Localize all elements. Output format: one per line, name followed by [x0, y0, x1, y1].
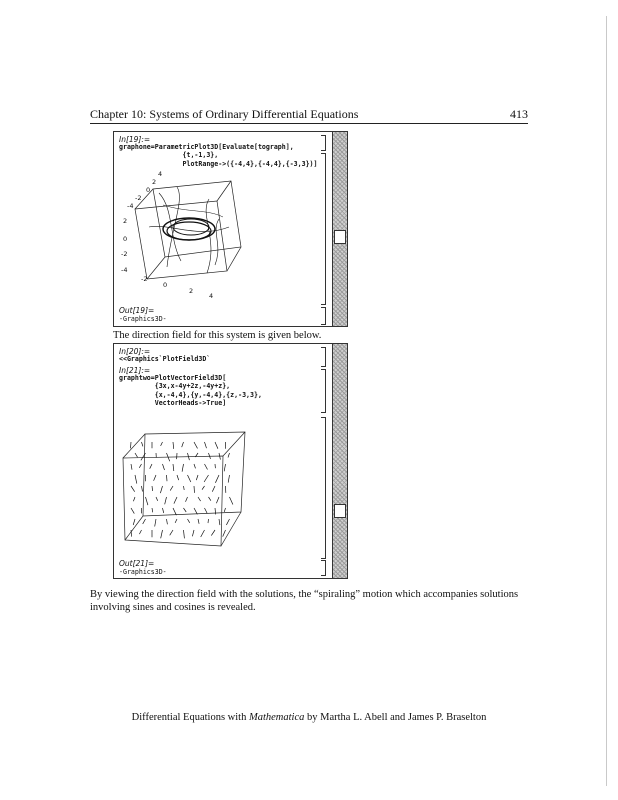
body-paragraph: By viewing the direction field with the solutions, the “spiraling” motion which accompanies solutions involving sines and cosines is revealed.	[90, 589, 519, 613]
cell-bracket[interactable]	[321, 135, 326, 151]
vector-arrow	[161, 442, 163, 446]
tick-label: -4	[121, 266, 128, 274]
vector-arrow	[152, 508, 153, 512]
vector-arrow	[208, 519, 209, 523]
vector-arrow	[188, 519, 190, 523]
vector-arrow	[224, 464, 225, 471]
tick-label: 0	[146, 186, 151, 194]
vector-arrow	[226, 519, 229, 525]
vector-arrow	[131, 464, 132, 470]
vector-arrow	[177, 475, 179, 480]
tick-label: 4	[158, 170, 163, 178]
page-number: 413	[510, 107, 528, 121]
vector-arrow	[165, 497, 167, 504]
vector-arrow	[219, 519, 220, 525]
vector-arrow	[194, 508, 197, 514]
vector-arrow	[167, 475, 168, 481]
vector-arrow	[167, 519, 168, 524]
tick-label: 4	[209, 292, 214, 299]
code-line: graphtwo=PlotVectorField3D[	[119, 374, 227, 382]
vector-arrow	[215, 508, 216, 514]
vector-arrow	[143, 519, 146, 524]
vector-arrow	[205, 464, 208, 470]
vector-arrow	[133, 519, 135, 525]
tick-label: -4	[127, 202, 134, 210]
vector-arrow	[196, 475, 198, 480]
box-back-face	[143, 432, 245, 516]
code-line: VectorHeads->True]	[119, 399, 227, 408]
box-front-face	[123, 456, 223, 546]
vector-arrow	[142, 442, 143, 446]
vector-arrow	[155, 519, 156, 527]
vector-arrow	[194, 464, 196, 468]
code-line: {x,-4,4},{y,-4,4},{z,-3,3},	[119, 390, 262, 399]
page-edge-line	[606, 16, 607, 786]
header-rule	[90, 123, 528, 124]
vector-arrow	[131, 442, 132, 448]
vector-arrow	[150, 464, 152, 469]
tick-label: -2	[121, 250, 128, 258]
vector-arrow	[224, 508, 225, 512]
vector-arrow	[170, 530, 173, 535]
vector-arrow	[146, 497, 148, 505]
vector-arrow	[186, 497, 188, 502]
notebook-window-1	[113, 131, 348, 327]
footer-suffix: by Martha L. Abell and James P. Braselton	[304, 712, 487, 723]
vector-arrow	[173, 508, 176, 515]
vector-arrow	[135, 453, 138, 457]
input-label: In[20]:=	[119, 347, 151, 356]
vector-arrow	[192, 530, 194, 536]
parametric-plot-3d	[119, 169, 269, 299]
vector-arrow	[202, 486, 205, 490]
tick-label: 2	[189, 287, 194, 295]
code-line: graphone=ParametricPlot3D[Evaluate[tograph],	[119, 143, 294, 151]
chapter-title: Chapter 10: Systems of Ordinary Differential Equations	[90, 107, 359, 121]
notebook-window-2	[113, 343, 348, 579]
cell-bracket[interactable]	[321, 347, 326, 367]
tick-label: -2	[135, 194, 142, 202]
vector-arrow	[205, 508, 208, 513]
vector-arrow	[223, 530, 226, 537]
cell-bracket[interactable]	[321, 307, 326, 325]
vector-arrow	[173, 442, 174, 449]
tick-label: 0	[123, 235, 128, 243]
tick-label: 0	[163, 281, 168, 289]
vector-arrow	[154, 475, 156, 481]
vector-arrow	[141, 453, 146, 460]
input-label: In[21]:=	[119, 366, 151, 375]
vector-arrow	[131, 486, 135, 492]
vector-arrow	[182, 442, 184, 447]
vector-arrow	[184, 530, 185, 538]
vector-arrow	[170, 486, 173, 491]
vector-arrow	[152, 486, 153, 491]
vector-arrow	[215, 475, 219, 483]
tick-label: 2	[123, 217, 128, 225]
output-label: Out[21]=	[119, 559, 155, 568]
input-code[interactable]	[119, 374, 262, 408]
cell-bracket[interactable]	[321, 560, 326, 576]
output-value: -Graphics3D-	[119, 315, 167, 323]
vector-arrow	[209, 497, 211, 501]
scrollbar-thumb[interactable]	[334, 504, 346, 518]
vector-arrow	[163, 508, 164, 513]
vector-arrow	[133, 497, 135, 501]
vector-arrow	[184, 508, 187, 512]
tick-label: 2	[152, 178, 157, 186]
vector-arrow	[131, 508, 134, 514]
vector-arrow	[205, 442, 207, 448]
caption-text: The direction field for this system is given below.	[113, 330, 322, 341]
input-label: In[19]:=	[119, 135, 151, 144]
vector-arrow	[198, 519, 199, 524]
cell-bracket[interactable]	[321, 417, 326, 559]
vector-arrow	[212, 486, 215, 492]
input-code[interactable]: <<Graphics`PlotField3D`	[119, 355, 211, 363]
vector-arrow	[188, 475, 191, 482]
vector-arrow	[216, 497, 219, 503]
vector-arrow	[228, 453, 230, 458]
footer-book-title: Mathematica	[248, 712, 305, 723]
vector-arrow	[198, 497, 201, 501]
vector-arrow	[173, 464, 174, 471]
vector-arrow	[230, 497, 233, 505]
vector-arrow	[142, 486, 143, 492]
vector-arrow	[160, 486, 162, 493]
vector-field-plot-3d	[119, 428, 259, 558]
cell-bracket[interactable]	[321, 153, 326, 305]
vector-arrows	[131, 442, 233, 538]
code-line: PlotRange->({-4,4},{-4,4},{-3,3})]	[119, 159, 318, 168]
vector-arrow	[135, 475, 137, 484]
vector-arrow	[163, 464, 165, 470]
output-value: -Graphics3D-	[119, 568, 167, 576]
vector-arrow	[156, 497, 158, 501]
page-footer	[0, 712, 618, 723]
output-label: Out[19]=	[119, 306, 155, 315]
running-header	[90, 107, 528, 123]
vector-arrow	[228, 475, 229, 483]
code-line: {t,-1,3},	[119, 151, 219, 160]
vector-arrow	[174, 497, 177, 504]
solution-curves	[149, 187, 229, 273]
vector-arrow	[184, 486, 185, 490]
cell-bracket[interactable]	[321, 369, 326, 413]
vertical-scrollbar[interactable]	[332, 131, 348, 327]
vertical-scrollbar[interactable]	[332, 343, 348, 579]
vector-arrow	[211, 530, 215, 536]
footer-prefix: Differential Equations with	[131, 712, 249, 723]
vector-arrow	[139, 530, 141, 534]
vector-arrow	[201, 530, 205, 537]
vector-arrow	[204, 475, 208, 482]
tick-label: -2	[141, 275, 148, 283]
code-line: {3x,x-4y+2z,-4y+z},	[119, 382, 231, 391]
vector-arrow	[194, 486, 195, 493]
vector-arrow	[139, 464, 141, 468]
vector-arrow	[215, 442, 218, 449]
vector-arrow	[175, 519, 177, 523]
vector-arrow	[182, 464, 183, 472]
input-code[interactable]	[119, 143, 318, 168]
scrollbar-thumb[interactable]	[334, 230, 346, 244]
vector-arrow	[161, 530, 163, 538]
vector-arrow	[194, 442, 198, 448]
